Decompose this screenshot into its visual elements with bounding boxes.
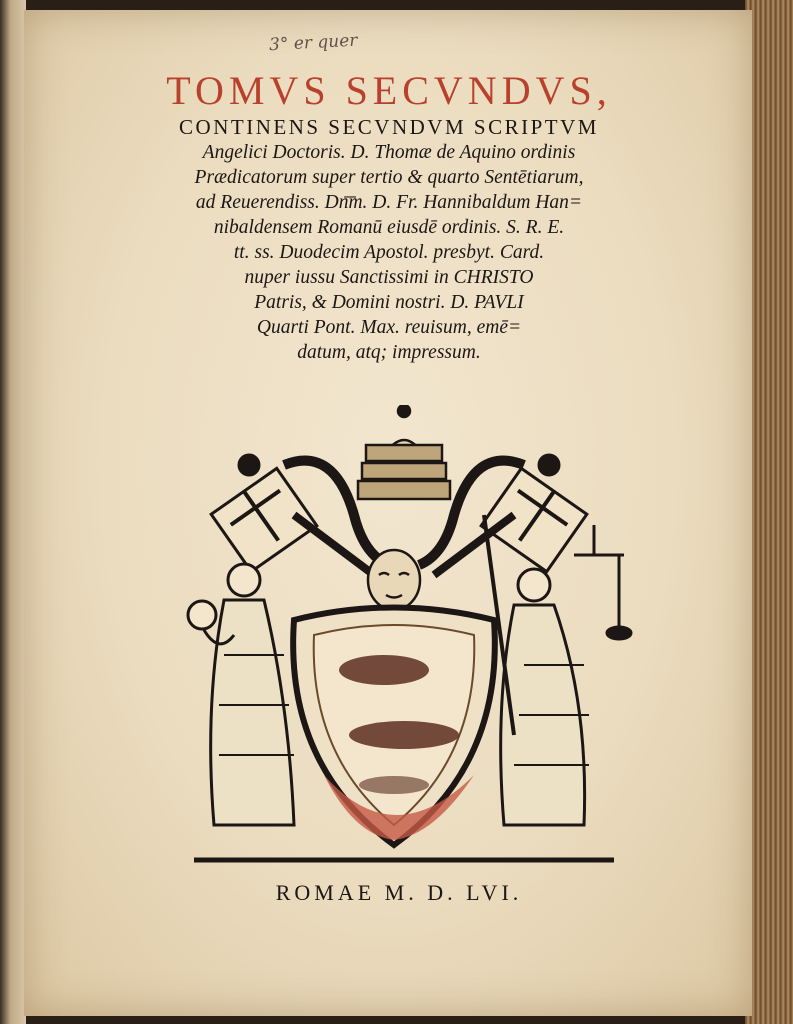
cherub-head [368, 550, 420, 610]
book-spine-left [0, 0, 26, 1024]
title-page [24, 10, 752, 1016]
justice-figure [484, 515, 631, 825]
papal-tiara-icon [358, 405, 450, 499]
imprint-line: ROMAE M. D. LVI. [275, 880, 523, 905]
body-line: nuper iussu Sanctissimi in CHRISTO [244, 267, 534, 288]
handwritten-note: 3° er quer [268, 30, 358, 56]
main-title: TOMVS SECVNDVS, [166, 68, 612, 113]
body-line: Prædicatorum super tertio & quarto Sentētiarum, [194, 167, 584, 188]
body-line: Patris, & Domini nostri. D. PAVLI [254, 292, 524, 313]
prudence-figure [188, 564, 294, 825]
body-line: datum, atq; impressum. [297, 342, 481, 363]
subtitle: CONTINENS SECVNDVM SCRIPTVM [179, 115, 599, 139]
title-block [64, 68, 714, 365]
central-shield [293, 608, 495, 846]
papal-arms-woodcut [174, 405, 634, 875]
body-line: nibaldensem Romanū eiusdē ordinis. S. R. E. [213, 217, 565, 238]
page-edges-right [745, 0, 793, 1024]
body-line: Angelici Doctoris. D. Thomæ de Aquino ordinis [202, 142, 576, 163]
body-line: tt. ss. Duodecim Apostol. presbyt. Card. [233, 242, 545, 263]
body-line: ad Reuerendiss. Dn͞m. D. Fr. Hannibaldum Han= [195, 192, 583, 213]
body-line: Quarti Pont. Max. reuisum, emē= [256, 317, 522, 338]
